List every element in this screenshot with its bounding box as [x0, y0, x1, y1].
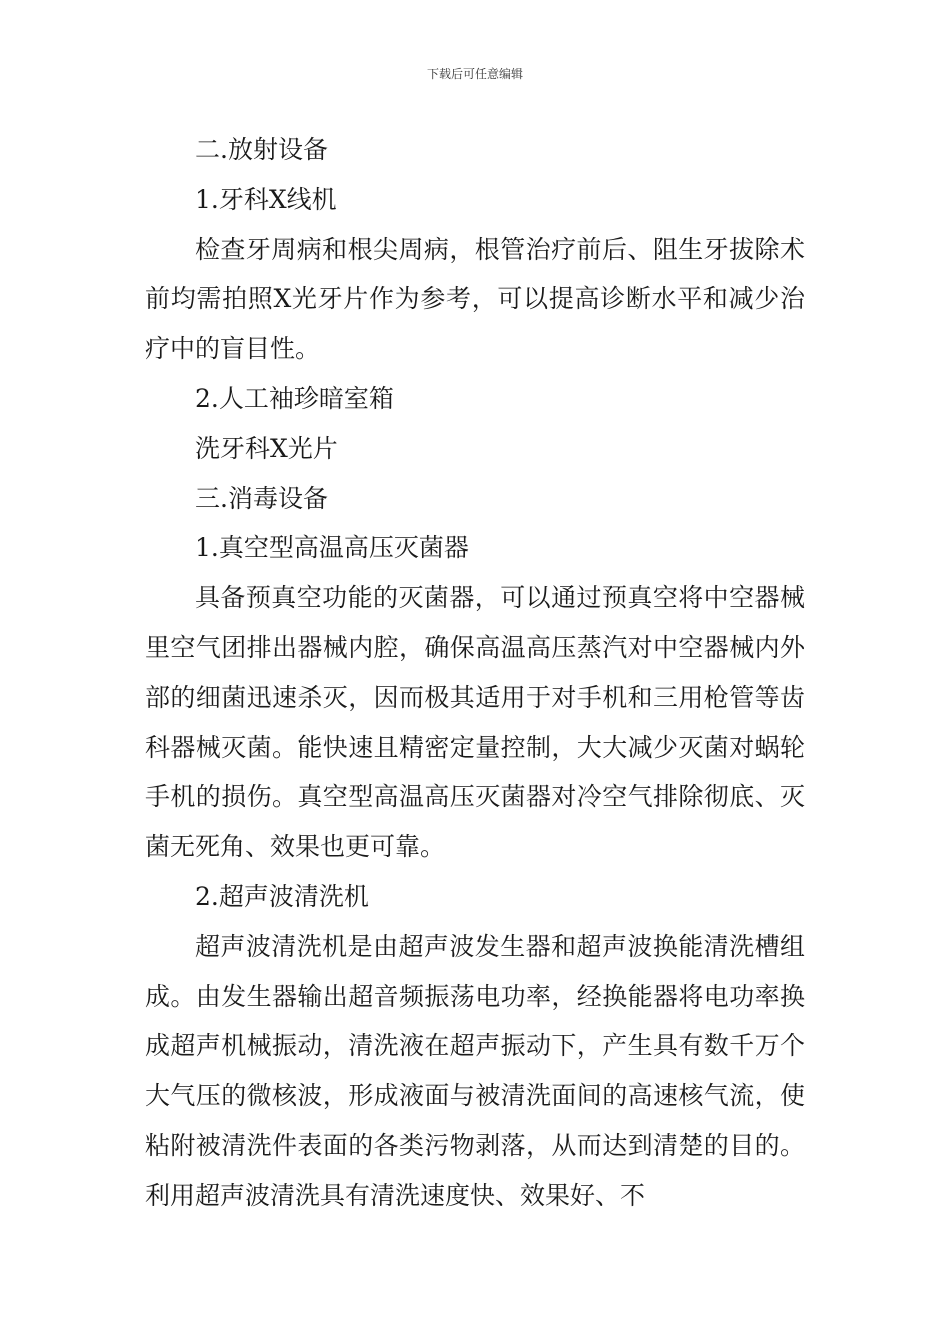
paragraph-dental-xray: 检查牙周病和根尖周病，根管治疗前后、阻生牙拔除术前均需拍照X光牙片作为参考，可以提高诊断水平和减少治疗中的盲目性。: [145, 234, 805, 364]
paragraph-vacuum-sterilizer: 具备预真空功能的灭菌器，可以通过预真空将中空器械里空气团排出器械内腔，确保高温高压蒸汽对中空器械内外部的细菌迅速杀灭，因而极其适用于对手机和三用枪管等齿科器械灭菌。能快速且精密定量控制，大大减少灭菌对蜗轮手机的损伤。真空型高温高压灭菌器对冷空气排除彻底、灭菌无死角、效果也更可靠。: [145, 583, 805, 862]
paragraph-ultrasonic-cleaner: 超声波清洗机是由超声波发生器和超声波换能清洗槽组成。由发生器输出超音频振荡电功率，经换能器将电功率换成超声机械振动，清洗液在超声振动下，产生具有数千万个大气压的微核波，形成液面与被清洗面间的高速核气流，使粘附被清洗件表面的各类污物剥落，从而达到清楚的目的。利用超声波清洗具有清洗速度快、效果好、不: [145, 931, 805, 1210]
item-heading-vacuum-sterilizer: 1.真空型高温高压灭菌器: [195, 533, 469, 563]
section-heading-disinfection: 三.消毒设备: [195, 483, 328, 513]
document-body: [145, 125, 805, 1221]
item-heading-ultrasonic-cleaner: 2.超声波清洗机: [195, 881, 369, 911]
paragraph-darkroom-box: 洗牙科X光片: [195, 433, 338, 463]
page-header-note: 下载后可任意编辑: [426, 67, 523, 81]
item-heading-dental-xray: 1.牙科X线机: [195, 184, 337, 214]
section-heading-radiology: 二.放射设备: [195, 135, 328, 164]
item-heading-darkroom-box: 2.人工袖珍暗室箱: [195, 383, 394, 413]
